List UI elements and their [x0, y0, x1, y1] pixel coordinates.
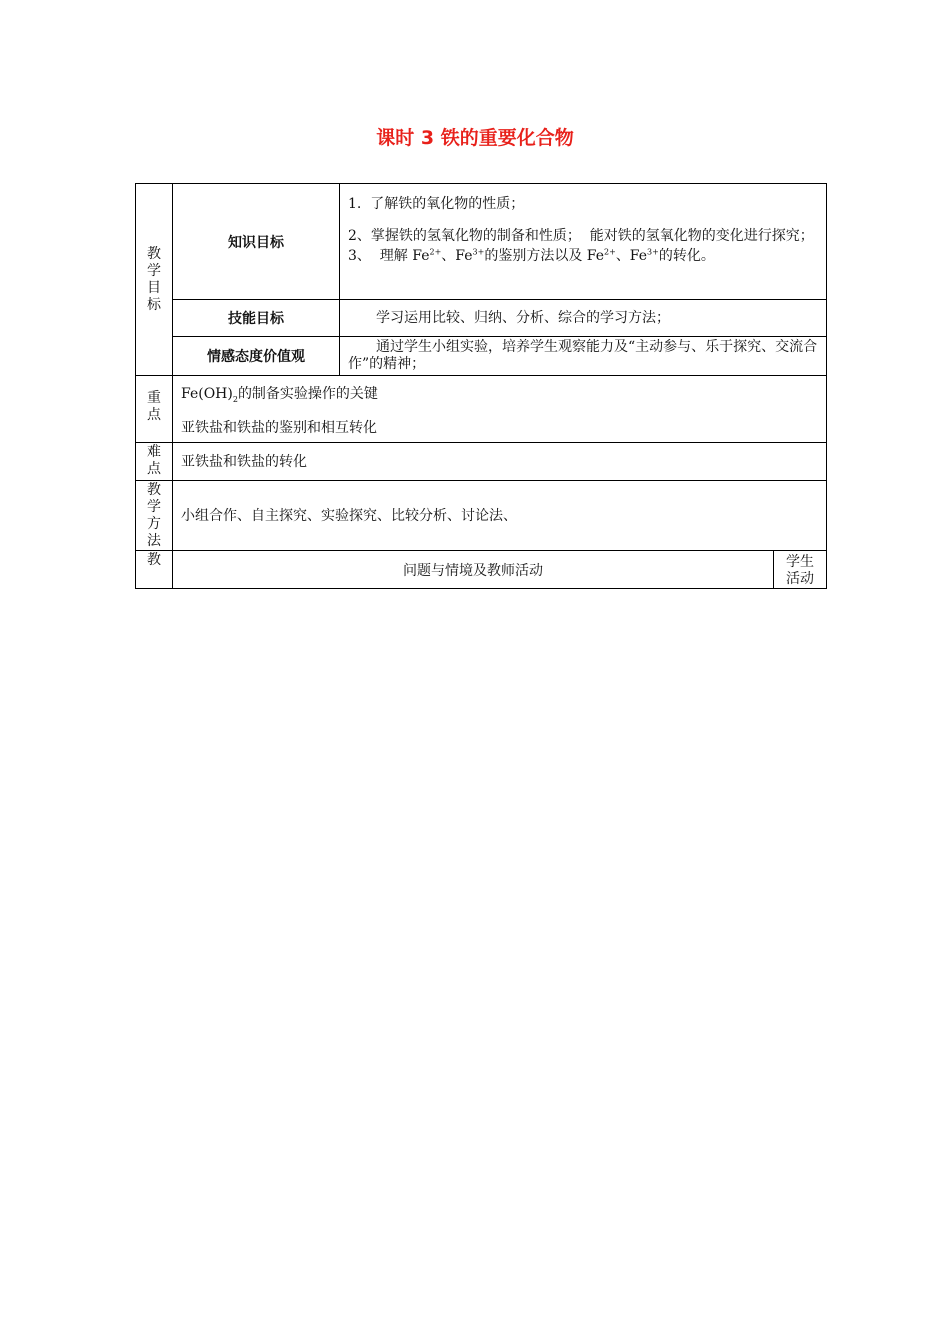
knowledge-item-2: 2、掌握铁的氢氧化物的制备和性质； 能对铁的氢氧化物的变化进行探究；	[348, 228, 814, 244]
teaching-method-content: 小组合作、自主探究、实验探究、比较分析、讨论法、	[173, 481, 827, 551]
knowledge-item-3: 3、 理解 $Fe^{2+}$、$Fe^{3+}$的鉴别方法以及 $Fe^{2+}$、$Fe^{3+}$的转化。	[348, 247, 715, 264]
skill-goal-row	[136, 300, 827, 337]
knowledge-goal-row	[136, 184, 827, 300]
knowledge-item-1: 1. 了解铁的氧化物的性质；	[348, 196, 525, 212]
key-point-row	[136, 376, 827, 443]
key-point-line-2: 亚铁盐和铁盐的鉴别和相互转化	[181, 420, 377, 436]
key-point-line-1: $Fe(OH)_2$的制备实验操作的关键	[181, 386, 378, 404]
lesson-plan-table	[135, 183, 827, 589]
difficulty-label: 难 点	[136, 443, 173, 481]
key-point-content	[173, 376, 827, 443]
teacher-activity-header: 问题与情境及教师活动	[173, 551, 774, 589]
skill-goal-content: 学习运用比较、归纳、分析、综合的学习方法；	[340, 300, 827, 337]
teaching-method-row	[136, 481, 827, 551]
goals-row-label: 教 学 目 标	[136, 184, 173, 376]
student-activity-header: 学生 活动	[774, 551, 827, 589]
teaching-process-label: 教	[136, 551, 173, 589]
attitude-goal-label: 情感态度价值观	[173, 337, 340, 376]
page-title: 课时 3 铁的重要化合物	[376, 127, 574, 149]
teaching-process-header-row	[136, 551, 827, 589]
attitude-goal-content: 通过学生小组实验，培养学生观察能力及“主动参与、乐于探究、交流合作”的精神；	[340, 337, 827, 376]
skill-goal-label: 技能目标	[173, 300, 340, 337]
attitude-goal-row	[136, 337, 827, 376]
difficulty-content: 亚铁盐和铁盐的转化	[173, 443, 827, 481]
key-point-label: 重 点	[136, 376, 173, 443]
knowledge-goal-content	[340, 184, 827, 300]
teaching-method-label: 教 学 方 法	[136, 481, 173, 551]
knowledge-goal-label: 知识目标	[173, 184, 340, 300]
difficulty-row	[136, 443, 827, 481]
